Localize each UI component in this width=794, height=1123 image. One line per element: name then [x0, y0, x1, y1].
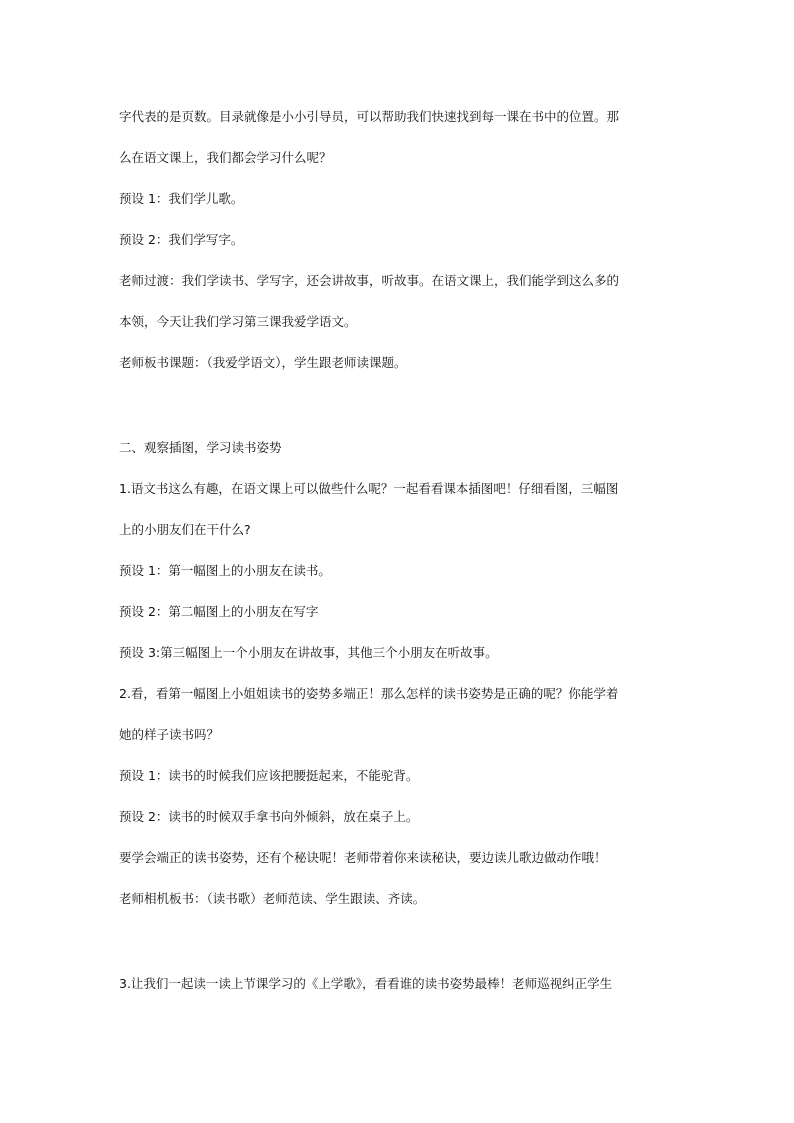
- text-line: 2.看，看第一幅图上小姐姐读书的姿势多端正！那么怎样的读书姿势是正确的呢？你能学着: [119, 686, 619, 701]
- text-line: 预设 2：我们学写字。: [119, 232, 244, 247]
- text-line: 3.让我们一起读一读上节课学习的《上学歌》，看看谁的读书姿势最棒！老师巡视纠正学生: [119, 976, 613, 991]
- text-line: 老师过渡：我们学读书、学写字，还会讲故事，听故事。在语文课上，我们能学到这么多的: [119, 273, 620, 288]
- text-line: 老师相机板书：（读书歌）老师范读、学生跟读、齐读。: [119, 891, 426, 906]
- text-line: 预设 2：第二幅图上的小朋友在写字: [119, 604, 319, 619]
- text-line: 1.语文书这么有趣，在语文课上可以做些什么呢？一起看看课本插图吧！仔细看图，三幅图: [119, 481, 619, 496]
- text-line: 预设 1：我们学儿歌。: [119, 191, 244, 206]
- text-line: 上的小朋友们在干什么?: [119, 522, 251, 537]
- text-line: 字代表的是页数。目录就像是小小引导员，可以帮助我们快速找到每一课在书中的位置。那: [119, 109, 620, 124]
- text-line: 预设 1：第一幅图上的小朋友在读书。: [119, 563, 331, 578]
- text-line: 本领，今天让我们学习第三课我爱学语文。: [119, 314, 357, 329]
- text-line: 么在语文课上，我们都会学习什么呢？: [119, 150, 332, 165]
- text-line: 预设 3:第三幅图上一个小朋友在讲故事，其他三个小朋友在听故事。: [119, 645, 498, 660]
- text-line: 预设 1：读书的时候我们应该把腰挺起来，不能驼背。: [119, 768, 419, 783]
- text-line: 她的样子读书吗？: [119, 727, 220, 742]
- text-line: 预设 2：读书的时候双手拿书向外倾斜，放在桌子上。: [119, 809, 419, 824]
- section-heading: 二、观察插图，学习读书姿势: [119, 440, 282, 455]
- text-line: 老师板书课题：（我爱学语文），学生跟老师读课题。: [119, 355, 407, 370]
- text-line: 要学会端正的读书姿势，还有个秘诀呢！老师带着你来读秘诀，要边读儿歌边做动作哦！: [119, 850, 607, 865]
